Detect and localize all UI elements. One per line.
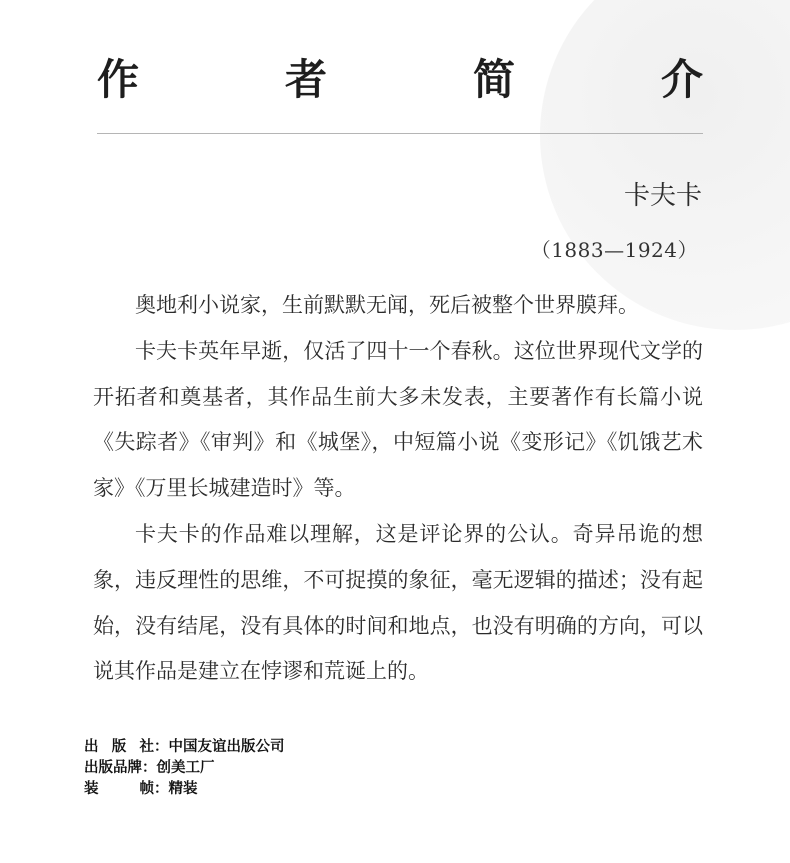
bio-paragraph: 奥地利小说家，生前默默无闻，死后被整个世界膜拜。	[135, 293, 639, 317]
publisher-info	[84, 737, 285, 800]
separator: ：	[154, 739, 169, 755]
publisher-row	[84, 737, 285, 758]
publisher-label: 出 版 社	[84, 739, 154, 755]
binding-row	[84, 779, 285, 800]
brand-label: 出版品牌	[84, 760, 142, 776]
title-char: 介	[660, 55, 703, 104]
bio-paragraph: 卡夫卡英年早逝，仅活了四十一个春秋。这位世界现代文学的开拓者和奠基者，其作品生前大多未发表，主要著作有长篇小说《失踪者》《审判》和《城堡》，中短篇小说《变形记》《饥饿艺术家》《万里长城建造时》等。	[93, 338, 703, 501]
separator: ：	[154, 781, 169, 797]
title-char: 者	[284, 55, 327, 104]
author-years: （1883—1924）	[530, 238, 698, 262]
brand-value: 创美工厂	[156, 760, 215, 776]
page-title	[97, 50, 703, 110]
title-divider	[97, 133, 703, 134]
separator: ：	[142, 760, 157, 776]
title-char: 简	[472, 55, 515, 104]
binding-label: 装 帧	[84, 781, 154, 797]
bio-paragraph: 卡夫卡的作品难以理解，这是评论界的公认。奇异吊诡的想象，违反理性的思维，不可捉摸的象征，毫无逻辑的描述；没有起始，没有结尾，没有具体的时间和地点，也没有明确的方向，可以说其作品是建立在悖谬和荒诞上的。	[93, 521, 703, 684]
publisher-value: 中国友谊出版公司	[168, 739, 285, 755]
author-name: 卡夫卡	[623, 181, 702, 211]
brand-row	[84, 758, 285, 779]
title-char: 作	[97, 55, 140, 104]
binding-value: 精装	[168, 781, 198, 797]
author-bio	[93, 283, 703, 695]
